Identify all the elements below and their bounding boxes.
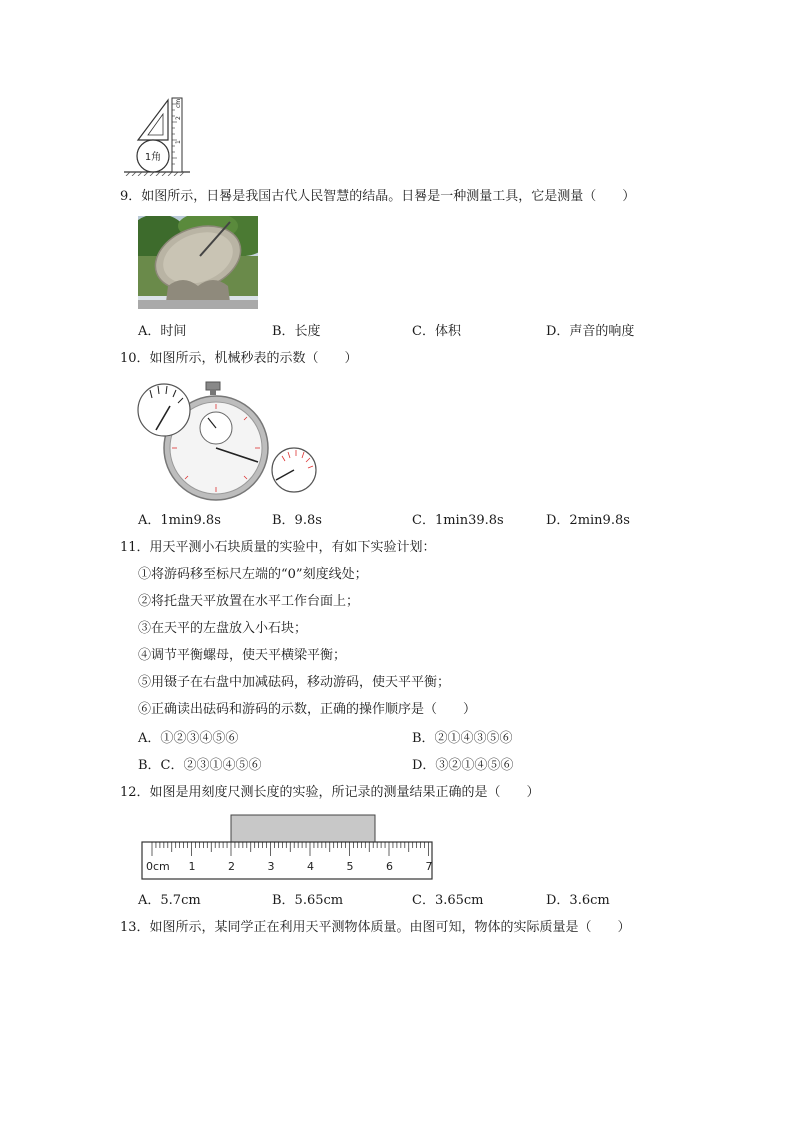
q12-option-a: A．5.7cm [138,893,201,908]
q11-option-c: B．C．②③①④⑤⑥ [138,758,262,773]
q11-option-a: A．①②③④⑤⑥ [138,731,239,746]
q9-option-d: D．声音的响度 [546,324,635,339]
question-13: 13．如图所示，某同学正在利用天平测物体质量。由图可知，物体的实际质量是（ ） [120,920,631,935]
ruler-label: 1 [188,860,196,873]
q11-option-b: B．②①④③⑤⑥ [412,731,513,746]
q10-option-b: B．9.8s [272,513,322,528]
q11-option-d: D．③②①④⑤⑥ [412,758,514,773]
q11-step-4: ④调节平衡螺母，使天平横梁平衡； [138,648,347,663]
q10-option-c: C．1min39.8s [412,513,504,528]
ruler-label: 7 [425,860,433,873]
ruler-label: 6 [386,860,393,873]
question-11: 11．用天平测小石块质量的实验中，有如下实验计划： [120,540,436,555]
ruler-label: 2 [228,860,235,873]
ruler-label: 0cm [146,860,170,873]
q9-option-a: A．时间 [138,324,187,339]
q12-option-b: B．5.65cm [272,893,344,908]
q11-step-6: ⑥正确读出砝码和游码的示数，正确的操作顺序是（ ） [138,702,477,717]
question-10: 10．如图所示，机械秒表的示数（ ） [120,351,358,366]
question-9: 9．如图所示，日晷是我国古代人民智慧的结晶。日晷是一种测量工具，它是测量（ ） [120,189,636,204]
q9-option-b: B．长度 [272,324,321,339]
scale-label-cm: cm [175,98,182,108]
q10-option-d: D．2min9.8s [546,513,630,528]
q11-step-5: ⑤用镊子在右盘中加减砝码，移动游码，使天平平衡； [138,675,451,690]
q11-step-1: ①将游码移至标尺左端的“0”刻度线处； [138,567,368,582]
q11-step-2: ②将托盘天平放置在水平工作台面上； [138,594,360,609]
ruler-label: 3 [267,860,275,873]
stopwatch-figure [136,378,322,502]
q9-option-c: C．体积 [412,324,461,339]
question-12: 12．如图是用刻度尺测长度的实验，所记录的测量结果正确的是（ ） [120,785,540,800]
scale-label-1: 1 [175,140,182,144]
q10-option-a: A．1min9.8s [138,513,221,528]
sundial-photo [138,216,258,309]
coin-label: 1角 [144,152,162,163]
ruler-label: 4 [307,860,314,873]
q12-option-d: D．3.6cm [546,893,610,908]
ruler-figure [140,812,436,882]
triangle-ruler-figure [120,96,195,176]
scale-label-2: 2 [175,116,182,120]
q12-option-c: C．3.65cm [412,893,484,908]
ruler-label: 5 [346,860,354,873]
q11-step-3: ③在天平的左盘放入小石块； [138,621,308,636]
